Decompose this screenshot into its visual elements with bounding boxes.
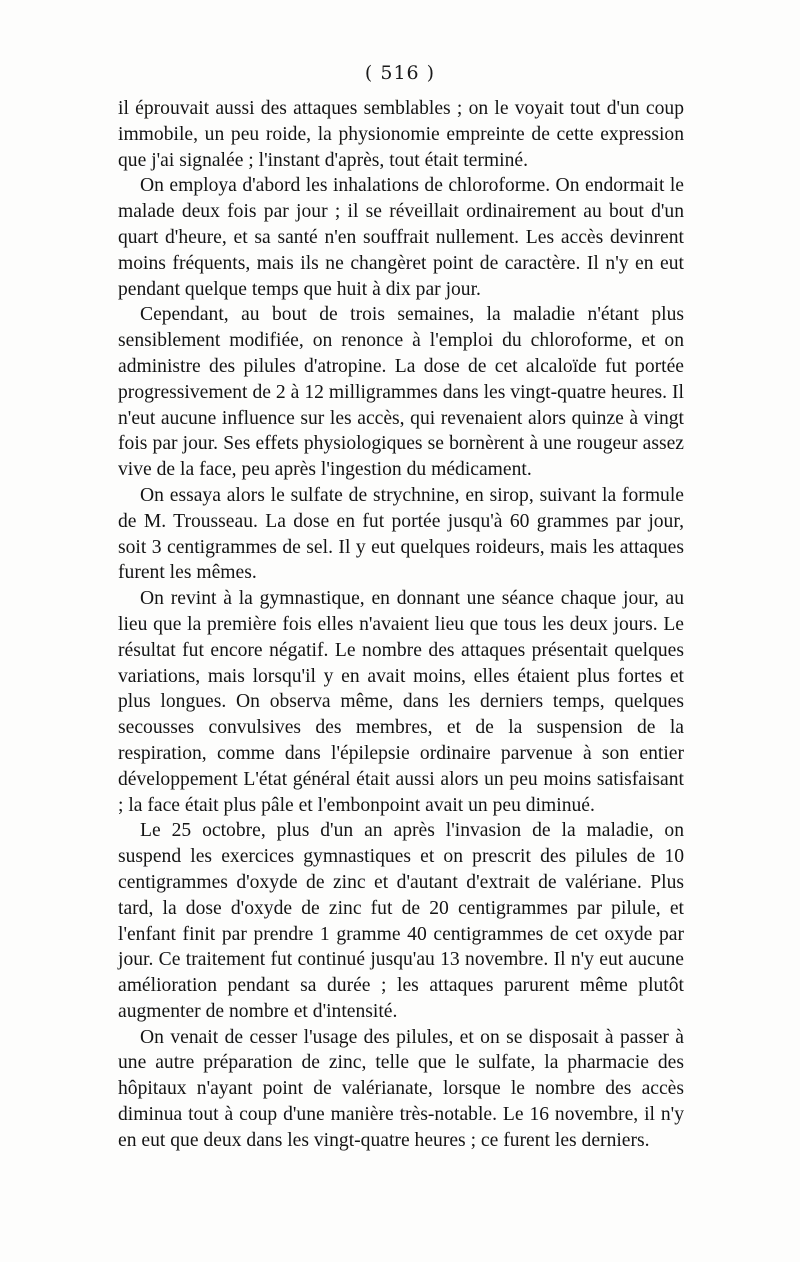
page-number: ( 516 ) bbox=[364, 62, 436, 84]
paragraph: il éprouvait aussi des attaques semblables ; on le voyait tout d'un coup immobile, un peu roide, la physionomie empreinte de cette expression que j'ai signalée ; l'instant d'après, tout était terminé. bbox=[118, 98, 684, 171]
paragraph: On venait de cesser l'usage des pilules, et on se disposait à passer à une autre préparation de zinc, telle que le sulfate, la pharmacie des hôpitaux n'ayant point de valérianate, lorsque le nombre des accès diminua tout à coup d'une manière très-notable. Le 16 novembre, il n'y en eut que deux dans les vingt-quatre heures ; ce furent les derniers. bbox=[118, 1026, 684, 1151]
paragraph: On essaya alors le sulfate de strychnine, en sirop, suivant la formule de M. Trousseau. La dose en fut portée jusqu'à 60 grammes par jour, soit 3 centigrammes de sel. Il y eut quelques roideurs, mais les attaques furent les mêmes. bbox=[118, 484, 684, 584]
paragraph: On employa d'abord les inhalations de chloroforme. On endormait le malade deux fois par jour ; il se réveillait ordinairement au bout d'un quart d'heure, et sa santé n'en souffrait nullement. Les accès devinrent moins fréquents, mais ils ne changèret point de caractère. Il n'y en eut pendant quelque temps que huit à dix par jour. bbox=[118, 175, 684, 300]
paragraph: Cependant, au bout de trois semaines, la maladie n'étant plus sensiblement modifiée, on renonce à l'emploi du chloroforme, et on administre des pilules d'atropine. La dose de cet alcaloïde fut portée progressivement de 2 à 12 milligrammes dans les vingt-quatre heures. Il n'eut aucune influence sur les accès, qui revenaient alors quinze à vingt fois par jour. Ses effets physiologiques se bornèrent à une rougeur assez vive de la face, peu après l'ingestion du médicament. bbox=[118, 304, 684, 481]
paragraph: On revint à la gymnastique, en donnant une séance chaque jour, au lieu que la première fois elles n'avaient lieu que tous les deux jours. Le résultat fut encore négatif. Le nombre des attaques présentait quelques variations, mais lorsqu'il y en avait moins, elles étaient plus fortes et plus longues. On observa même, dans les derniers temps, quelques secousses convulsives des membres, et de la suspension de la respiration, comme dans l'épilepsie ordinaire parvenue à son entier développement L'état général était aussi alors un peu moins satisfaisant ; la face était plus pâle et l'embonpoint avait un peu diminué. bbox=[118, 588, 684, 816]
body-text bbox=[118, 96, 684, 1154]
paragraph: Le 25 octobre, plus d'un an après l'invasion de la maladie, on suspend les exercices gymnastiques et on prescrit des pilules de 10 centigrammes d'oxyde de zinc et d'autant d'extrait de valériane. Plus tard, la dose d'oxyde de zinc fut de 20 centigrammes par pilule, et l'enfant finit par prendre 1 gramme 40 centigrammes de cet oxyde par jour. Ce traitement fut continué jusqu'au 13 novembre. Il n'y eut aucune amélioration pendant sa durée ; les attaques parurent même plutôt augmenter de nombre et d'intensité. bbox=[118, 820, 684, 1022]
